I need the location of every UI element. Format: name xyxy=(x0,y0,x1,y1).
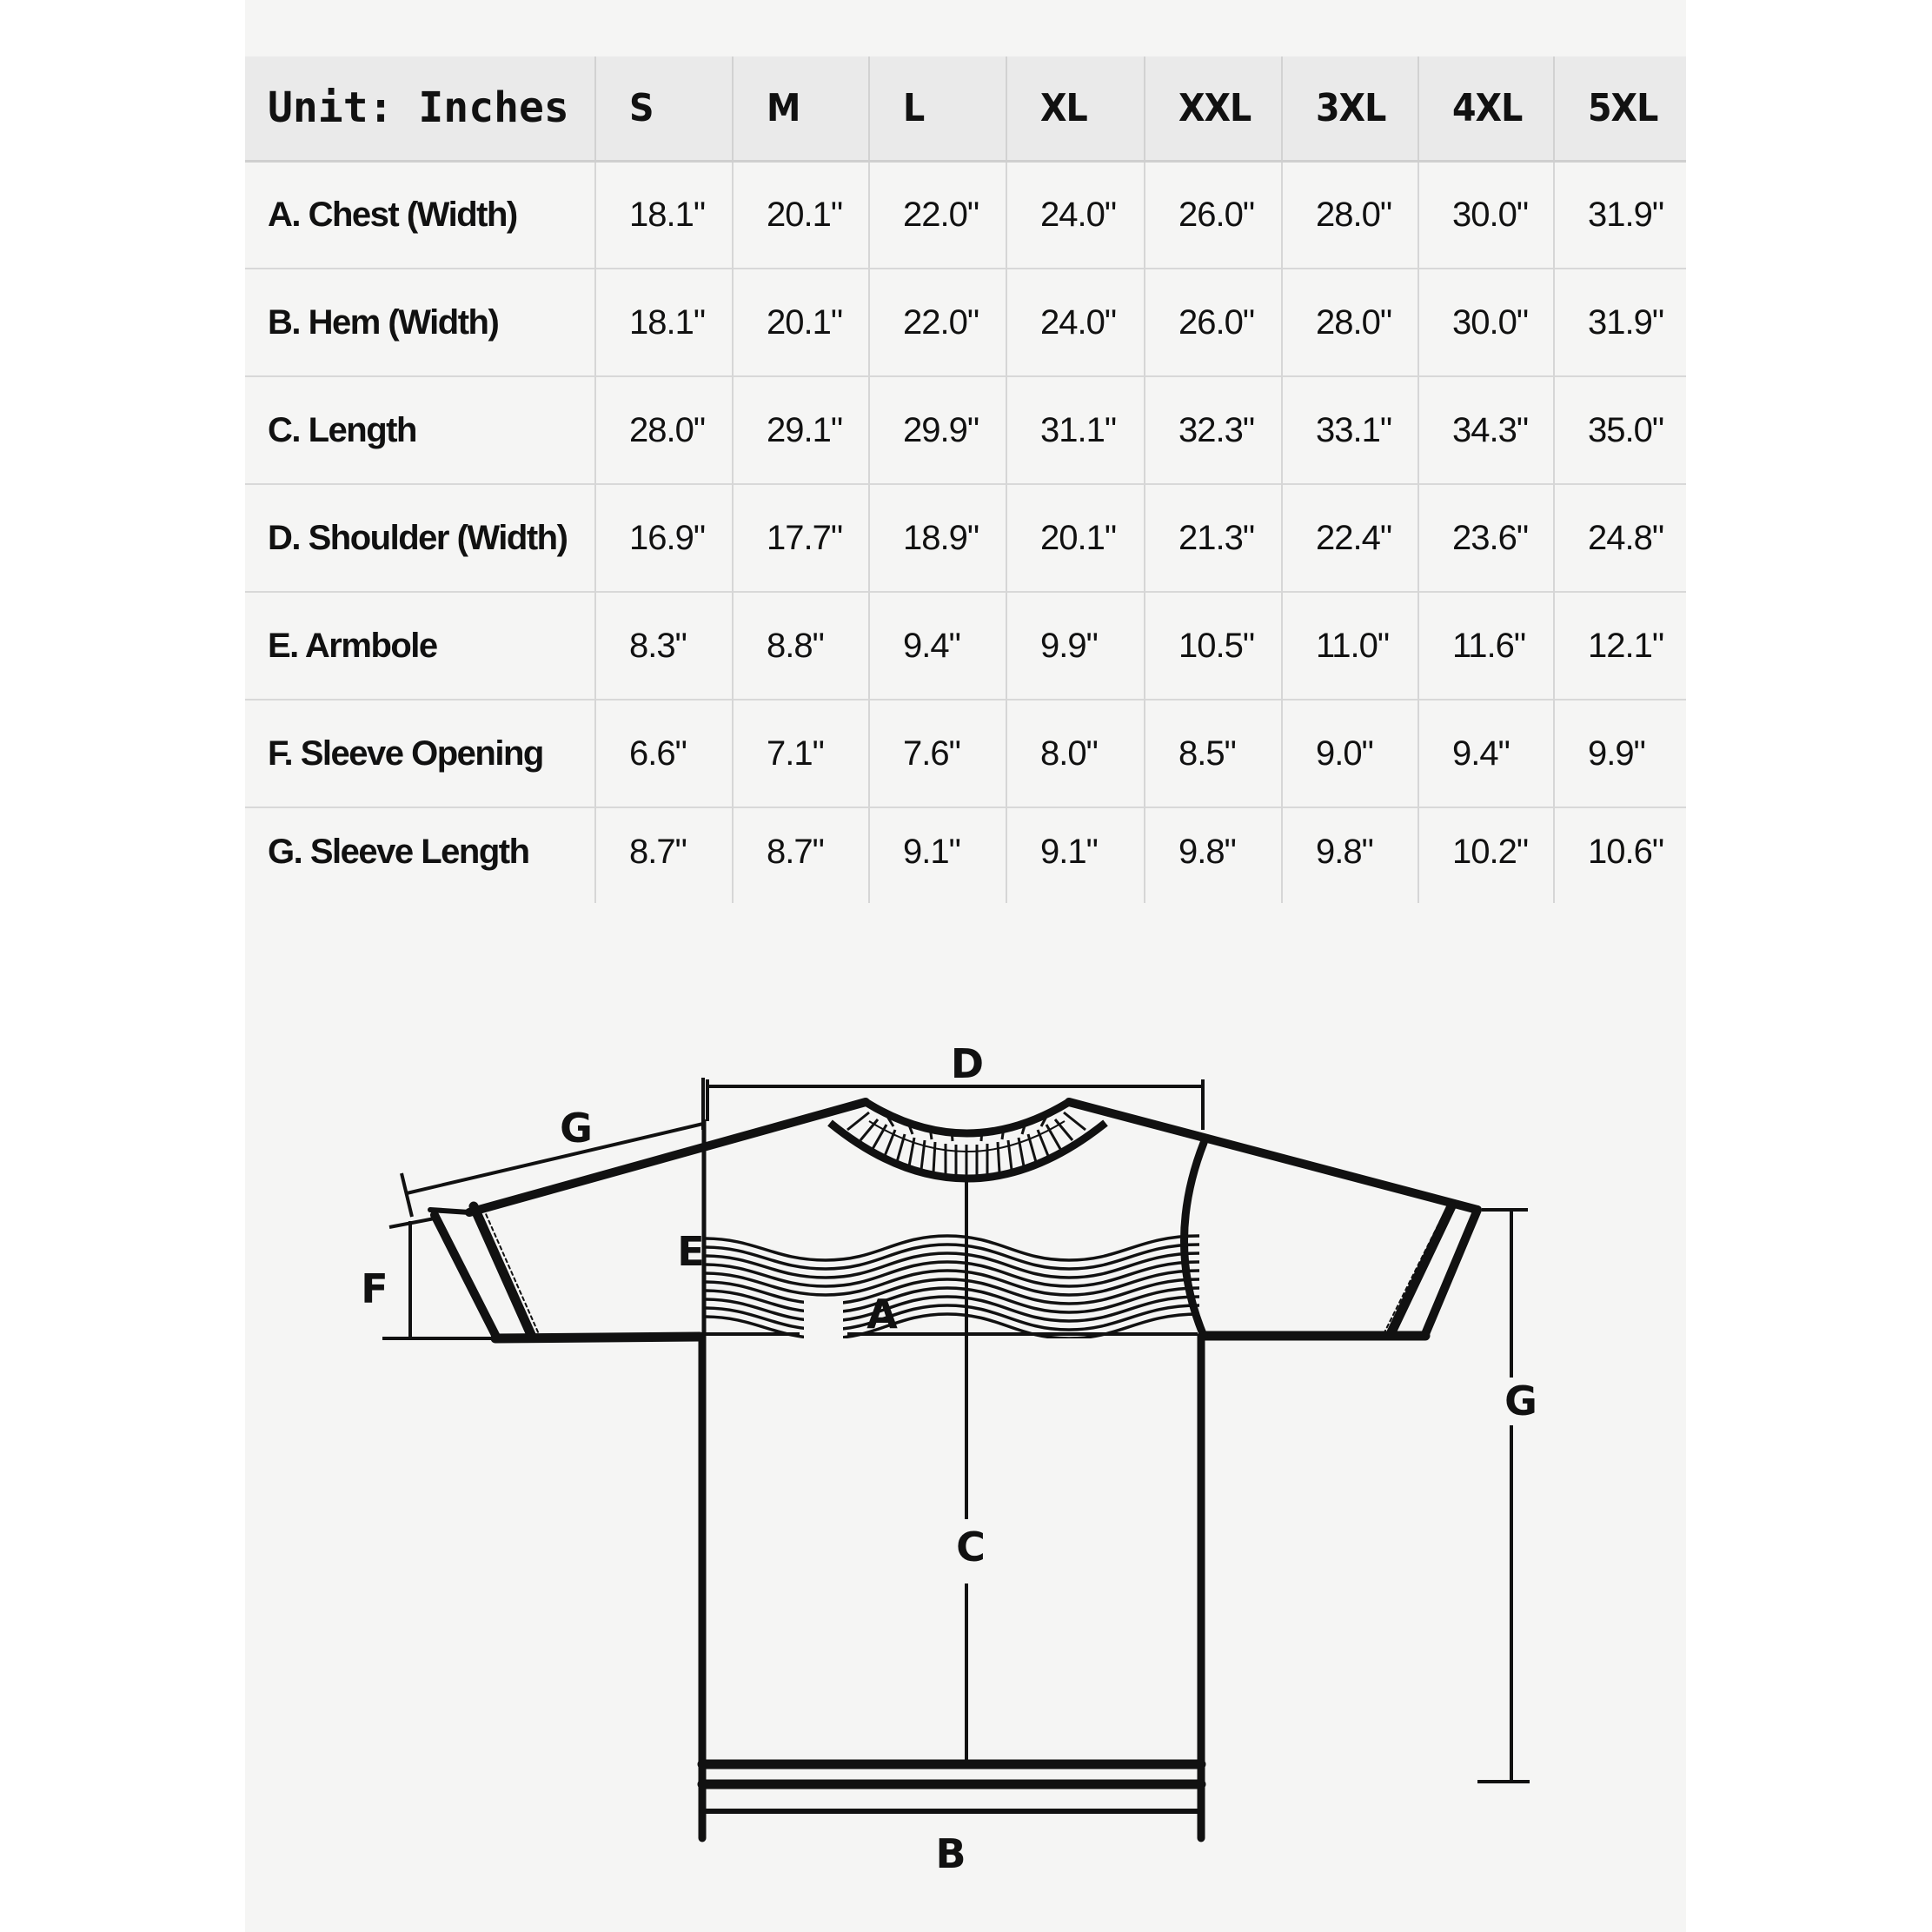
cell: 20.1" xyxy=(733,269,869,376)
size-header-4xl: 4XL xyxy=(1418,56,1554,161)
cell: 8.7" xyxy=(733,807,869,903)
cell: 8.7" xyxy=(595,807,733,903)
cell: 26.0" xyxy=(1145,161,1282,269)
cell: 34.3" xyxy=(1418,376,1554,484)
neckline-ribbing-strokes xyxy=(847,1112,1086,1175)
cell: 18.9" xyxy=(869,484,1006,592)
cell: 31.1" xyxy=(1006,376,1145,484)
cell: 30.0" xyxy=(1418,161,1554,269)
row-label: G. Sleeve Length xyxy=(245,807,595,903)
cell: 8.3" xyxy=(595,592,733,700)
cell: 9.8" xyxy=(1282,807,1418,903)
row-label: F. Sleeve Opening xyxy=(245,700,595,807)
cell: 29.1" xyxy=(733,376,869,484)
size-header-xl: XL xyxy=(1006,56,1145,161)
cell: 30.0" xyxy=(1418,269,1554,376)
label-d: D xyxy=(950,1040,985,1087)
label-c: C xyxy=(956,1524,986,1570)
cell: 28.0" xyxy=(1282,161,1418,269)
cell: 9.1" xyxy=(869,807,1006,903)
cell: 10.2" xyxy=(1418,807,1554,903)
cell: 29.9" xyxy=(869,376,1006,484)
cell: 20.1" xyxy=(1006,484,1145,592)
cell: 8.8" xyxy=(733,592,869,700)
row-label: C. Length xyxy=(245,376,595,484)
cell: 10.5" xyxy=(1145,592,1282,700)
body-outline xyxy=(702,1121,1201,1838)
unit-label: Unit: Inches xyxy=(245,56,595,161)
size-header-3xl: 3XL xyxy=(1282,56,1418,161)
cell: 21.3" xyxy=(1145,484,1282,592)
cell: 9.1" xyxy=(1006,807,1145,903)
cell: 6.6" xyxy=(595,700,733,807)
cell: 9.8" xyxy=(1145,807,1282,903)
cell: 9.9" xyxy=(1554,700,1686,807)
row-label: B. Hem (Width) xyxy=(245,269,595,376)
size-header-m: M xyxy=(733,56,869,161)
size-header-xxl: XXL xyxy=(1145,56,1282,161)
cell: 12.1" xyxy=(1554,592,1686,700)
cell: 26.0" xyxy=(1145,269,1282,376)
cell: 35.0" xyxy=(1554,376,1686,484)
cell: 18.1" xyxy=(595,269,733,376)
size-header-l: L xyxy=(869,56,1006,161)
label-e: E xyxy=(677,1228,705,1275)
cell: 8.0" xyxy=(1006,700,1145,807)
label-b: B xyxy=(935,1830,966,1877)
row-label: D. Shoulder (Width) xyxy=(245,484,595,592)
row-label: A. Chest (Width) xyxy=(268,195,517,234)
cell: 10.6" xyxy=(1554,807,1686,903)
cell: 24.0" xyxy=(1006,269,1145,376)
cell: 9.9" xyxy=(1006,592,1145,700)
cell: 18.1" xyxy=(595,161,733,269)
cell: 8.5" xyxy=(1145,700,1282,807)
cell: 9.4" xyxy=(869,592,1006,700)
label-f: F xyxy=(361,1265,388,1312)
cell: 33.1" xyxy=(1282,376,1418,484)
cell: 16.9" xyxy=(595,484,733,592)
cell: 24.0" xyxy=(1006,161,1145,269)
cell: 17.7" xyxy=(733,484,869,592)
cell: 9.4" xyxy=(1418,700,1554,807)
cell: 22.0" xyxy=(869,269,1006,376)
cell: 7.1" xyxy=(733,700,869,807)
cell: 20.1" xyxy=(733,161,869,269)
cell: 7.6" xyxy=(869,700,1006,807)
size-header-5xl: 5XL xyxy=(1554,56,1686,161)
cell: 31.9" xyxy=(1554,269,1686,376)
cell: 28.0" xyxy=(595,376,733,484)
a-label-knockout xyxy=(804,1299,843,1338)
cell: 32.3" xyxy=(1145,376,1282,484)
cell: 24.8" xyxy=(1554,484,1686,592)
wave-stripes xyxy=(704,1236,1199,1338)
cell: 9.0" xyxy=(1282,700,1418,807)
size-header-s: S xyxy=(595,56,733,161)
label-g-left: G xyxy=(560,1105,593,1152)
cell: 22.4" xyxy=(1282,484,1418,592)
dimension-g-right-line xyxy=(1477,1210,1530,1782)
label-g-right: G xyxy=(1504,1378,1537,1424)
cell: 22.0" xyxy=(869,161,1006,269)
dimension-g-left-line xyxy=(402,1078,703,1217)
cell: 11.0" xyxy=(1282,592,1418,700)
cell: 11.6" xyxy=(1418,592,1554,700)
cell: 28.0" xyxy=(1282,269,1418,376)
label-a: A xyxy=(866,1291,898,1338)
row-label: E. Armbole xyxy=(245,592,595,700)
cell: 23.6" xyxy=(1418,484,1554,592)
cell: 31.9" xyxy=(1554,161,1686,269)
